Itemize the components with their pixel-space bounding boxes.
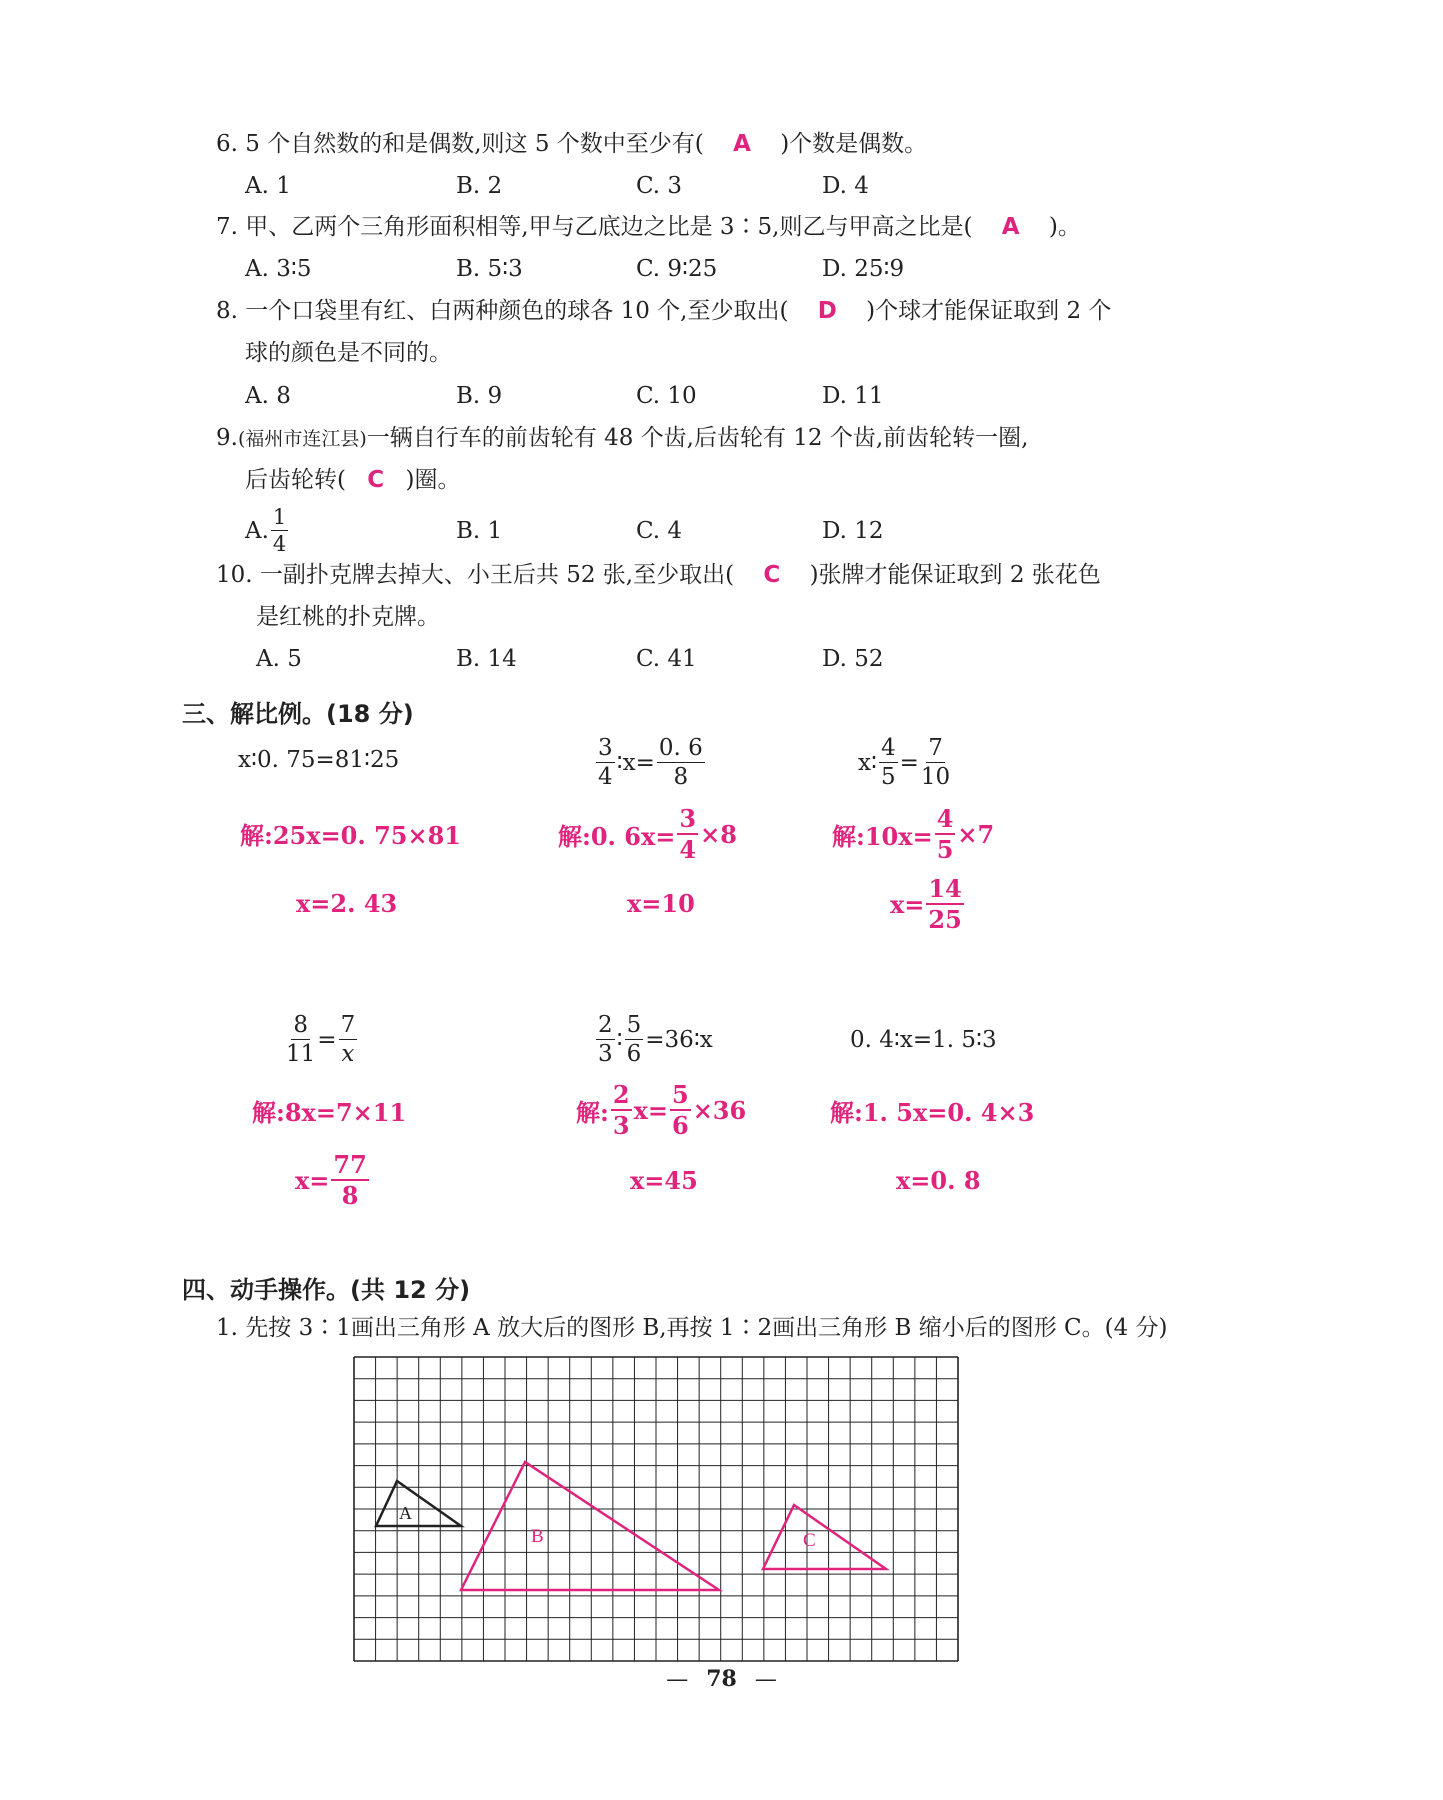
- q6-text-b: )个数是偶数。: [780, 131, 928, 157]
- q9-number: 9.: [216, 425, 238, 451]
- q9-option-a-prefix: A.: [245, 518, 269, 544]
- fraction-numerator: 3: [679, 803, 697, 833]
- proportion-3-step2: [890, 873, 966, 934]
- proportion-3: [858, 735, 952, 791]
- proportion-4-eq: =: [317, 1027, 337, 1053]
- fraction-numerator: 7: [928, 735, 943, 761]
- fraction-numerator: 3: [598, 735, 613, 761]
- proportion-2-step1-a: 解:0. 6x=: [558, 821, 676, 851]
- proportion-4-step1: 解:8x=7×11: [252, 1097, 407, 1127]
- fraction-numerator: 5: [626, 1012, 642, 1038]
- fraction: [611, 1079, 632, 1140]
- fraction-denominator: 6: [671, 1110, 689, 1140]
- q7-option-c: C. 9∶25: [636, 256, 718, 282]
- fraction-denominator: 4: [679, 834, 697, 864]
- fraction-numerator: 7: [340, 1012, 356, 1038]
- fraction: [339, 1014, 358, 1066]
- q7-text-a: 7. 甲、乙两个三角形面积相等,甲与乙底边之比是 3∶5,则乙与甲高之比是(: [216, 214, 973, 240]
- page-dash-left: —: [666, 1667, 689, 1692]
- q7-option-a: A. 3∶5: [245, 256, 312, 282]
- proportion-2: [594, 735, 707, 791]
- q8-option-d: D. 11: [822, 383, 884, 409]
- proportion-5-rhs: =36∶x: [645, 1027, 713, 1053]
- fraction: [670, 1079, 691, 1140]
- grid-figure: [353, 1356, 959, 1662]
- q10-stem: [216, 560, 1101, 590]
- q7-text-b: )。: [1048, 214, 1081, 240]
- fraction: [657, 737, 705, 789]
- q9-answer: C: [367, 467, 385, 493]
- proportion-2-step1-b: ×8: [700, 819, 737, 849]
- proportion-1-step2: x=2. 43: [296, 888, 398, 918]
- proportion-4: [284, 1012, 359, 1068]
- fraction-denominator: 10: [920, 764, 951, 790]
- fraction-denominator: 4: [272, 532, 287, 556]
- fraction: [921, 737, 950, 789]
- proportion-2-mid: ∶x=: [616, 750, 655, 776]
- page-number: [0, 1666, 1443, 1692]
- fraction-numerator: 77: [333, 1149, 367, 1179]
- fraction: [926, 873, 963, 934]
- q7-answer: A: [1001, 214, 1020, 240]
- q9-stem-line2: [245, 465, 460, 495]
- q9-option-d: D. 12: [822, 518, 884, 544]
- proportion-3-step2-a: x=: [890, 889, 925, 919]
- q9-option-a: [245, 505, 290, 556]
- q6-option-a: A. 1: [245, 173, 291, 199]
- fraction-numerator: 8: [293, 1012, 308, 1038]
- q8-answer: D: [817, 298, 837, 324]
- section3-title: 三、解比例。(18 分): [182, 700, 414, 728]
- fraction-denominator: 3: [612, 1110, 630, 1140]
- q10-option-b: B. 14: [456, 646, 517, 672]
- q9-source: (福州市连江县): [237, 428, 367, 450]
- q9-stem: [216, 423, 1029, 454]
- fraction: [879, 737, 898, 789]
- q10-option-c: C. 41: [636, 646, 697, 672]
- fraction-denominator: 5: [936, 834, 954, 864]
- fraction-denominator: 5: [880, 764, 896, 790]
- triangle-c: [763, 1505, 886, 1569]
- proportion-6-step1: 解:1. 5x=0. 4×3: [830, 1097, 1035, 1127]
- fraction: [625, 1014, 644, 1066]
- proportion-1-step1: 解:25x=0. 75×81: [240, 820, 461, 850]
- q7-option-d: D. 25∶9: [822, 256, 905, 282]
- page-dash-right: —: [754, 1667, 777, 1692]
- fraction-numerator: 5: [671, 1079, 689, 1109]
- proportion-5-step1-a: 解:: [576, 1097, 609, 1127]
- q7-stem: [216, 212, 1081, 242]
- section4-title: 四、动手操作。(共 12 分): [182, 1276, 471, 1304]
- q6-answer: A: [733, 131, 751, 157]
- proportion-3-eq: =: [899, 750, 919, 776]
- page-number-value: 78: [706, 1666, 737, 1692]
- fraction-denominator: x: [341, 1041, 355, 1067]
- fraction-denominator: 8: [673, 764, 689, 790]
- fraction: [596, 737, 615, 789]
- q8-text-b: )个球才能保证取到 2 个: [866, 298, 1112, 324]
- q8-stem-line2: 球的颜色是不同的。: [245, 340, 452, 366]
- fraction: [677, 803, 698, 864]
- triangle-b-label: B: [531, 1526, 544, 1547]
- fraction-denominator: 8: [341, 1180, 359, 1210]
- proportion-2-step2: x=10: [627, 888, 695, 918]
- fraction-numerator: 4: [936, 803, 954, 833]
- fraction: [596, 1014, 615, 1066]
- q9-line2-b: )圈。: [405, 467, 461, 493]
- q9-option-a-fraction: [271, 507, 288, 555]
- q10-option-a: A. 5: [256, 646, 302, 672]
- q8-text-a: 8. 一个口袋里有红、白两种颜色的球各 10 个,至少取出(: [216, 298, 789, 324]
- proportion-5-step1-mid: x=: [633, 1095, 668, 1125]
- proportion-4-step2: [295, 1149, 371, 1210]
- section4-q1: 1. 先按 3∶1画出三角形 A 放大后的图形 B,再按 1∶2画出三角形 B 缩小后的图形 C。(4 分): [216, 1315, 1168, 1341]
- fraction-denominator: 25: [928, 904, 962, 934]
- proportion-3-step1-a: 解:10x=: [832, 821, 933, 851]
- triangle-b: [461, 1462, 719, 1590]
- proportion-3-a: x∶: [858, 750, 877, 776]
- fraction-numerator: 4: [880, 735, 896, 761]
- q6-stem: [216, 129, 927, 159]
- fraction-denominator: 6: [626, 1041, 642, 1067]
- q6-option-d: D. 4: [822, 173, 869, 199]
- q9-option-c: C. 4: [636, 518, 683, 544]
- fraction-numerator: 2: [598, 1012, 613, 1038]
- proportion-5-step1: [576, 1079, 747, 1140]
- fraction-denominator: 4: [598, 764, 613, 790]
- q6-text-a: 6. 5 个自然数的和是偶数,则这 5 个数中至少有(: [216, 131, 704, 157]
- q8-option-c: C. 10: [636, 383, 697, 409]
- proportion-5: [594, 1012, 713, 1068]
- q7-option-b: B. 5∶3: [456, 256, 523, 282]
- fraction: [331, 1149, 368, 1210]
- fraction-numerator: 0. 6: [658, 735, 703, 761]
- q6-option-b: B. 2: [456, 173, 503, 199]
- q8-option-b: B. 9: [456, 383, 503, 409]
- q10-stem-line2: 是红桃的扑克牌。: [256, 604, 440, 630]
- triangle-c-label: C: [803, 1530, 816, 1551]
- fraction-numerator: 1: [272, 505, 287, 529]
- proportion-3-step1-b: ×7: [957, 819, 995, 849]
- proportion-1: x∶0. 75=81∶25: [238, 747, 400, 773]
- grid-lines: [354, 1357, 958, 1661]
- proportion-5-step1-b: ×36: [692, 1095, 747, 1125]
- proportion-5-colon: ∶: [616, 1027, 623, 1053]
- q9-text-b: 一辆自行车的前齿轮有 48 个齿,后齿轮有 12 个齿,前齿轮转一圈,: [366, 425, 1029, 451]
- proportion-6-step2: x=0. 8: [896, 1165, 981, 1195]
- q9-option-b: B. 1: [456, 518, 503, 544]
- q10-text-a: 10. 一副扑克牌去掉大、小王后共 52 张,至少取出(: [216, 562, 735, 588]
- fraction-numerator: 2: [612, 1079, 630, 1109]
- fraction-denominator: 11: [286, 1041, 316, 1067]
- proportion-6: 0. 4∶x=1. 5∶3: [850, 1027, 997, 1053]
- fraction-numerator: 14: [928, 873, 962, 903]
- proportion-5-step2: x=45: [630, 1165, 698, 1195]
- q9-line2-a: 后齿轮转(: [245, 467, 346, 493]
- q8-stem: [216, 296, 1111, 326]
- q10-option-d: D. 52: [822, 646, 884, 672]
- fraction-denominator: 3: [598, 1041, 613, 1067]
- proportion-4-step2-a: x=: [295, 1165, 330, 1195]
- q10-text-b: )张牌才能保证取到 2 张花色: [809, 562, 1101, 588]
- proportion-3-step1: [832, 803, 995, 864]
- q10-answer: C: [763, 562, 781, 588]
- fraction: [935, 803, 956, 864]
- triangle-a-label: A: [399, 1503, 412, 1523]
- q8-option-a: A. 8: [245, 383, 291, 409]
- fraction: [286, 1014, 315, 1066]
- proportion-2-step1: [558, 803, 737, 864]
- q6-option-c: C. 3: [636, 173, 683, 199]
